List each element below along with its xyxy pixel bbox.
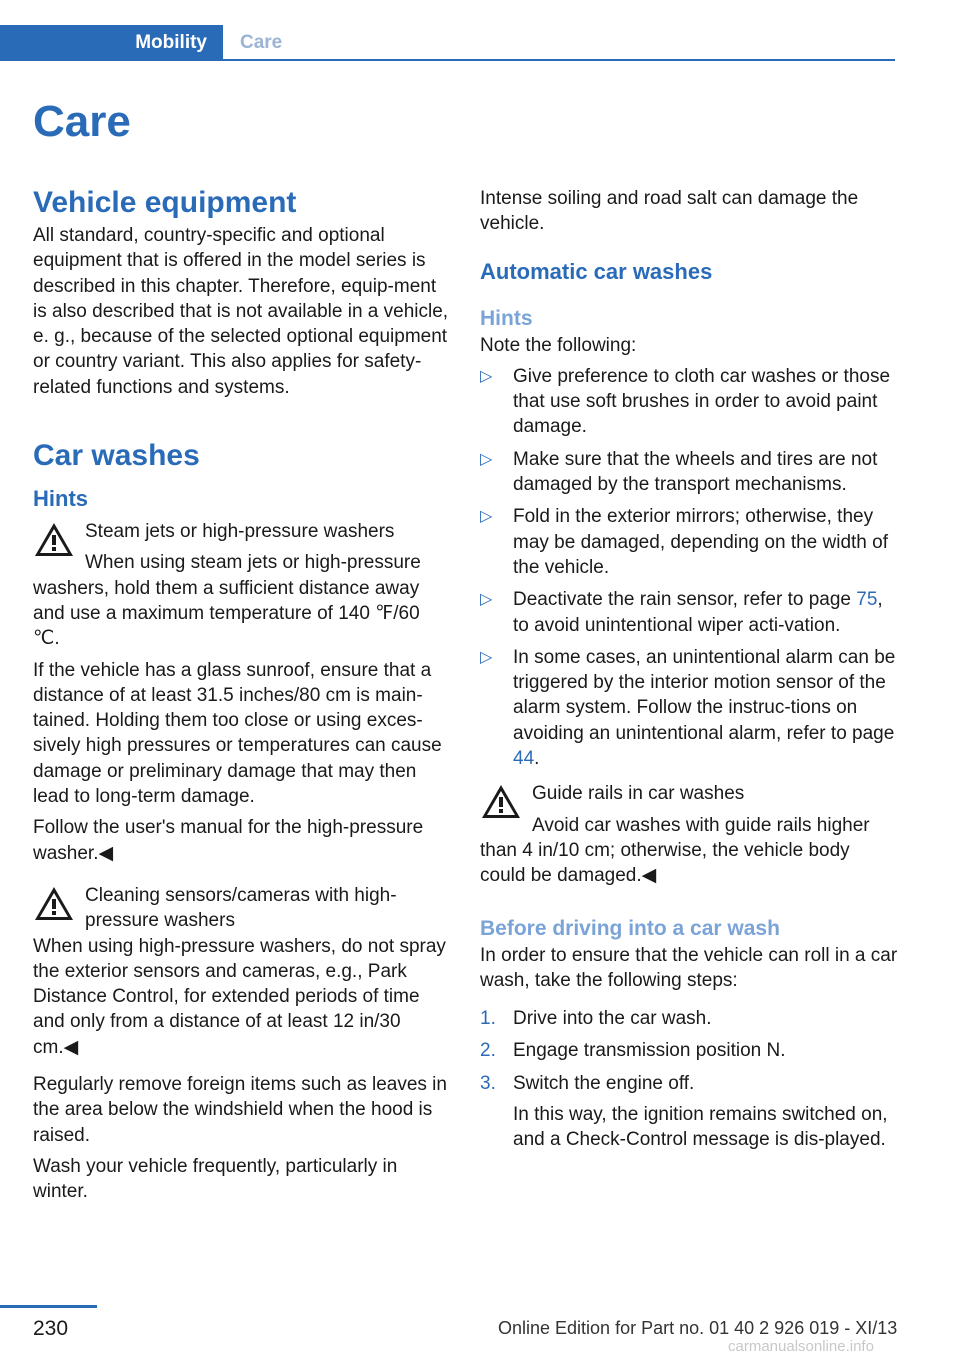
triangle-bullet-icon: ▷ (480, 450, 493, 468)
tab-care[interactable]: Care (240, 32, 283, 53)
header-tabbar (0, 25, 895, 61)
triangle-bullet-icon: ▷ (480, 591, 493, 609)
list-item: ▷ Give preference to cloth car washes or those that use soft brushes in order to avoid paint damage. (480, 365, 891, 438)
warning-text: When using steam jets or high-pressure washers, hold them a sufficient distance away and use a maximum temperature of 140 ℉/60 ℃. (33, 552, 421, 650)
list-item: ▷ Make sure that the wheels and tires are not damaged by the transport mechanisms. (480, 448, 878, 496)
heading-automatic-car-washes: Automatic car washes (480, 258, 713, 284)
footer-rule (0, 1305, 97, 1308)
warning-title: Cleaning sensors/cameras with high-pressure washers (85, 884, 397, 932)
remove-items-text: Regularly remove foreign items such as leaves in the area below the windshield when the hood is raised. (33, 1074, 447, 1146)
list-item: ▷ Deactivate the rain sensor, refer to page 75, to avoid unintentional wiper acti-vation. (480, 589, 883, 636)
tab-mobility[interactable]: Mobility (0, 25, 223, 61)
warning-title: Steam jets or high-pressure washers (85, 521, 395, 543)
list-item: 2. Engage transmission position N. (480, 1040, 786, 1062)
heading-vehicle-equipment: Vehicle equipment (33, 186, 297, 219)
vehicle-equipment-text: All standard, country-specific and optional equipment that is offered in the model series is described in this chapter. Therefore, equip-ment is also described that is not available in a vehicle, e. g., because of the selected optional equipment or country variant. This also applies for safety-related functions and systems. (33, 225, 449, 398)
before-text: In order to ensure that the vehicle can roll in a car wash, take the following steps: (480, 944, 898, 991)
page-link-44[interactable]: 44 (513, 748, 535, 770)
wash-frequently-text: Wash your vehicle frequently, particularly in winter. (33, 1155, 398, 1203)
right-column (480, 186, 900, 1160)
intro-text: Intense soiling and road salt can damage the vehicle. (480, 188, 859, 235)
list-item: ▷ In some cases, an unintentional alarm can be triggered by the interior motion sensor of the alarm system. Follow the instruc-tions on avoiding an unintentional alarm, refer to page 44. (480, 646, 896, 770)
warning-text: When using high-pressure washers, do not spray the exterior sensors and cameras, e.g., Park Distance Control, for extended periods of time and only from a distance of at least 12 in/30 cm.◀ (33, 935, 446, 1058)
triangle-bullet-icon: ▷ (480, 648, 493, 666)
left-column (33, 183, 449, 1211)
manual-text: Follow the user's manual for the high-pressure washer.◀ (33, 817, 424, 864)
heading-car-washes: Car washes (33, 439, 200, 473)
triangle-bullet-icon: ▷ (480, 367, 493, 385)
warning-triangle-icon (33, 521, 75, 558)
list-item: 3. Switch the engine off. In this way, the ignition remains switched on, and a Check-Control message is dis-played. (480, 1071, 900, 1153)
watermark: carmanualsonline.info (728, 1338, 874, 1355)
page-number: 230 (33, 1317, 69, 1340)
page-link-75[interactable]: 75 (856, 589, 878, 611)
step3-detail: In this way, the ignition remains switched on, and a Check-Control message is dis-played. (513, 1104, 888, 1151)
list-item: 1. Drive into the car wash. (480, 1008, 712, 1030)
heading-hints-left: Hints (33, 486, 88, 512)
sunroof-text: If the vehicle has a glass sunroof, ensure that a distance of at least 31.5 inches/80 cm is main-tained. Holding them too close or using exces-sively high pressures or temperatures can cause damage or preliminary damage that may then lead to long-term damage. (33, 659, 442, 808)
warning-triangle-icon (33, 885, 75, 922)
hints-list (480, 364, 900, 771)
warning-title: Guide rails in car washes (532, 783, 745, 805)
warning-text: Avoid car washes with guide rails higher than 4 in/10 cm; otherwise, the vehicle body could be damaged.◀ (480, 814, 870, 887)
triangle-bullet-icon: ▷ (480, 508, 493, 526)
list-item: ▷ Fold in the exterior mirrors; otherwise, they may be damaged, depending on the width of the vehicle. (480, 506, 888, 578)
note-text: Note the following: (480, 334, 637, 356)
edition-text: Online Edition for Part no. 01 40 2 926 019 - XI/13 (498, 1318, 898, 1338)
warning-steam-jets (33, 519, 449, 651)
heading-before-driving: Before driving into a car wash (480, 916, 780, 940)
warning-sensors (33, 883, 449, 1060)
warning-guide-rails (480, 781, 900, 888)
heading-hints-right: Hints (480, 306, 533, 330)
page-title: Care (33, 97, 131, 146)
warning-triangle-icon (480, 783, 522, 820)
steps-list (480, 1006, 900, 1152)
